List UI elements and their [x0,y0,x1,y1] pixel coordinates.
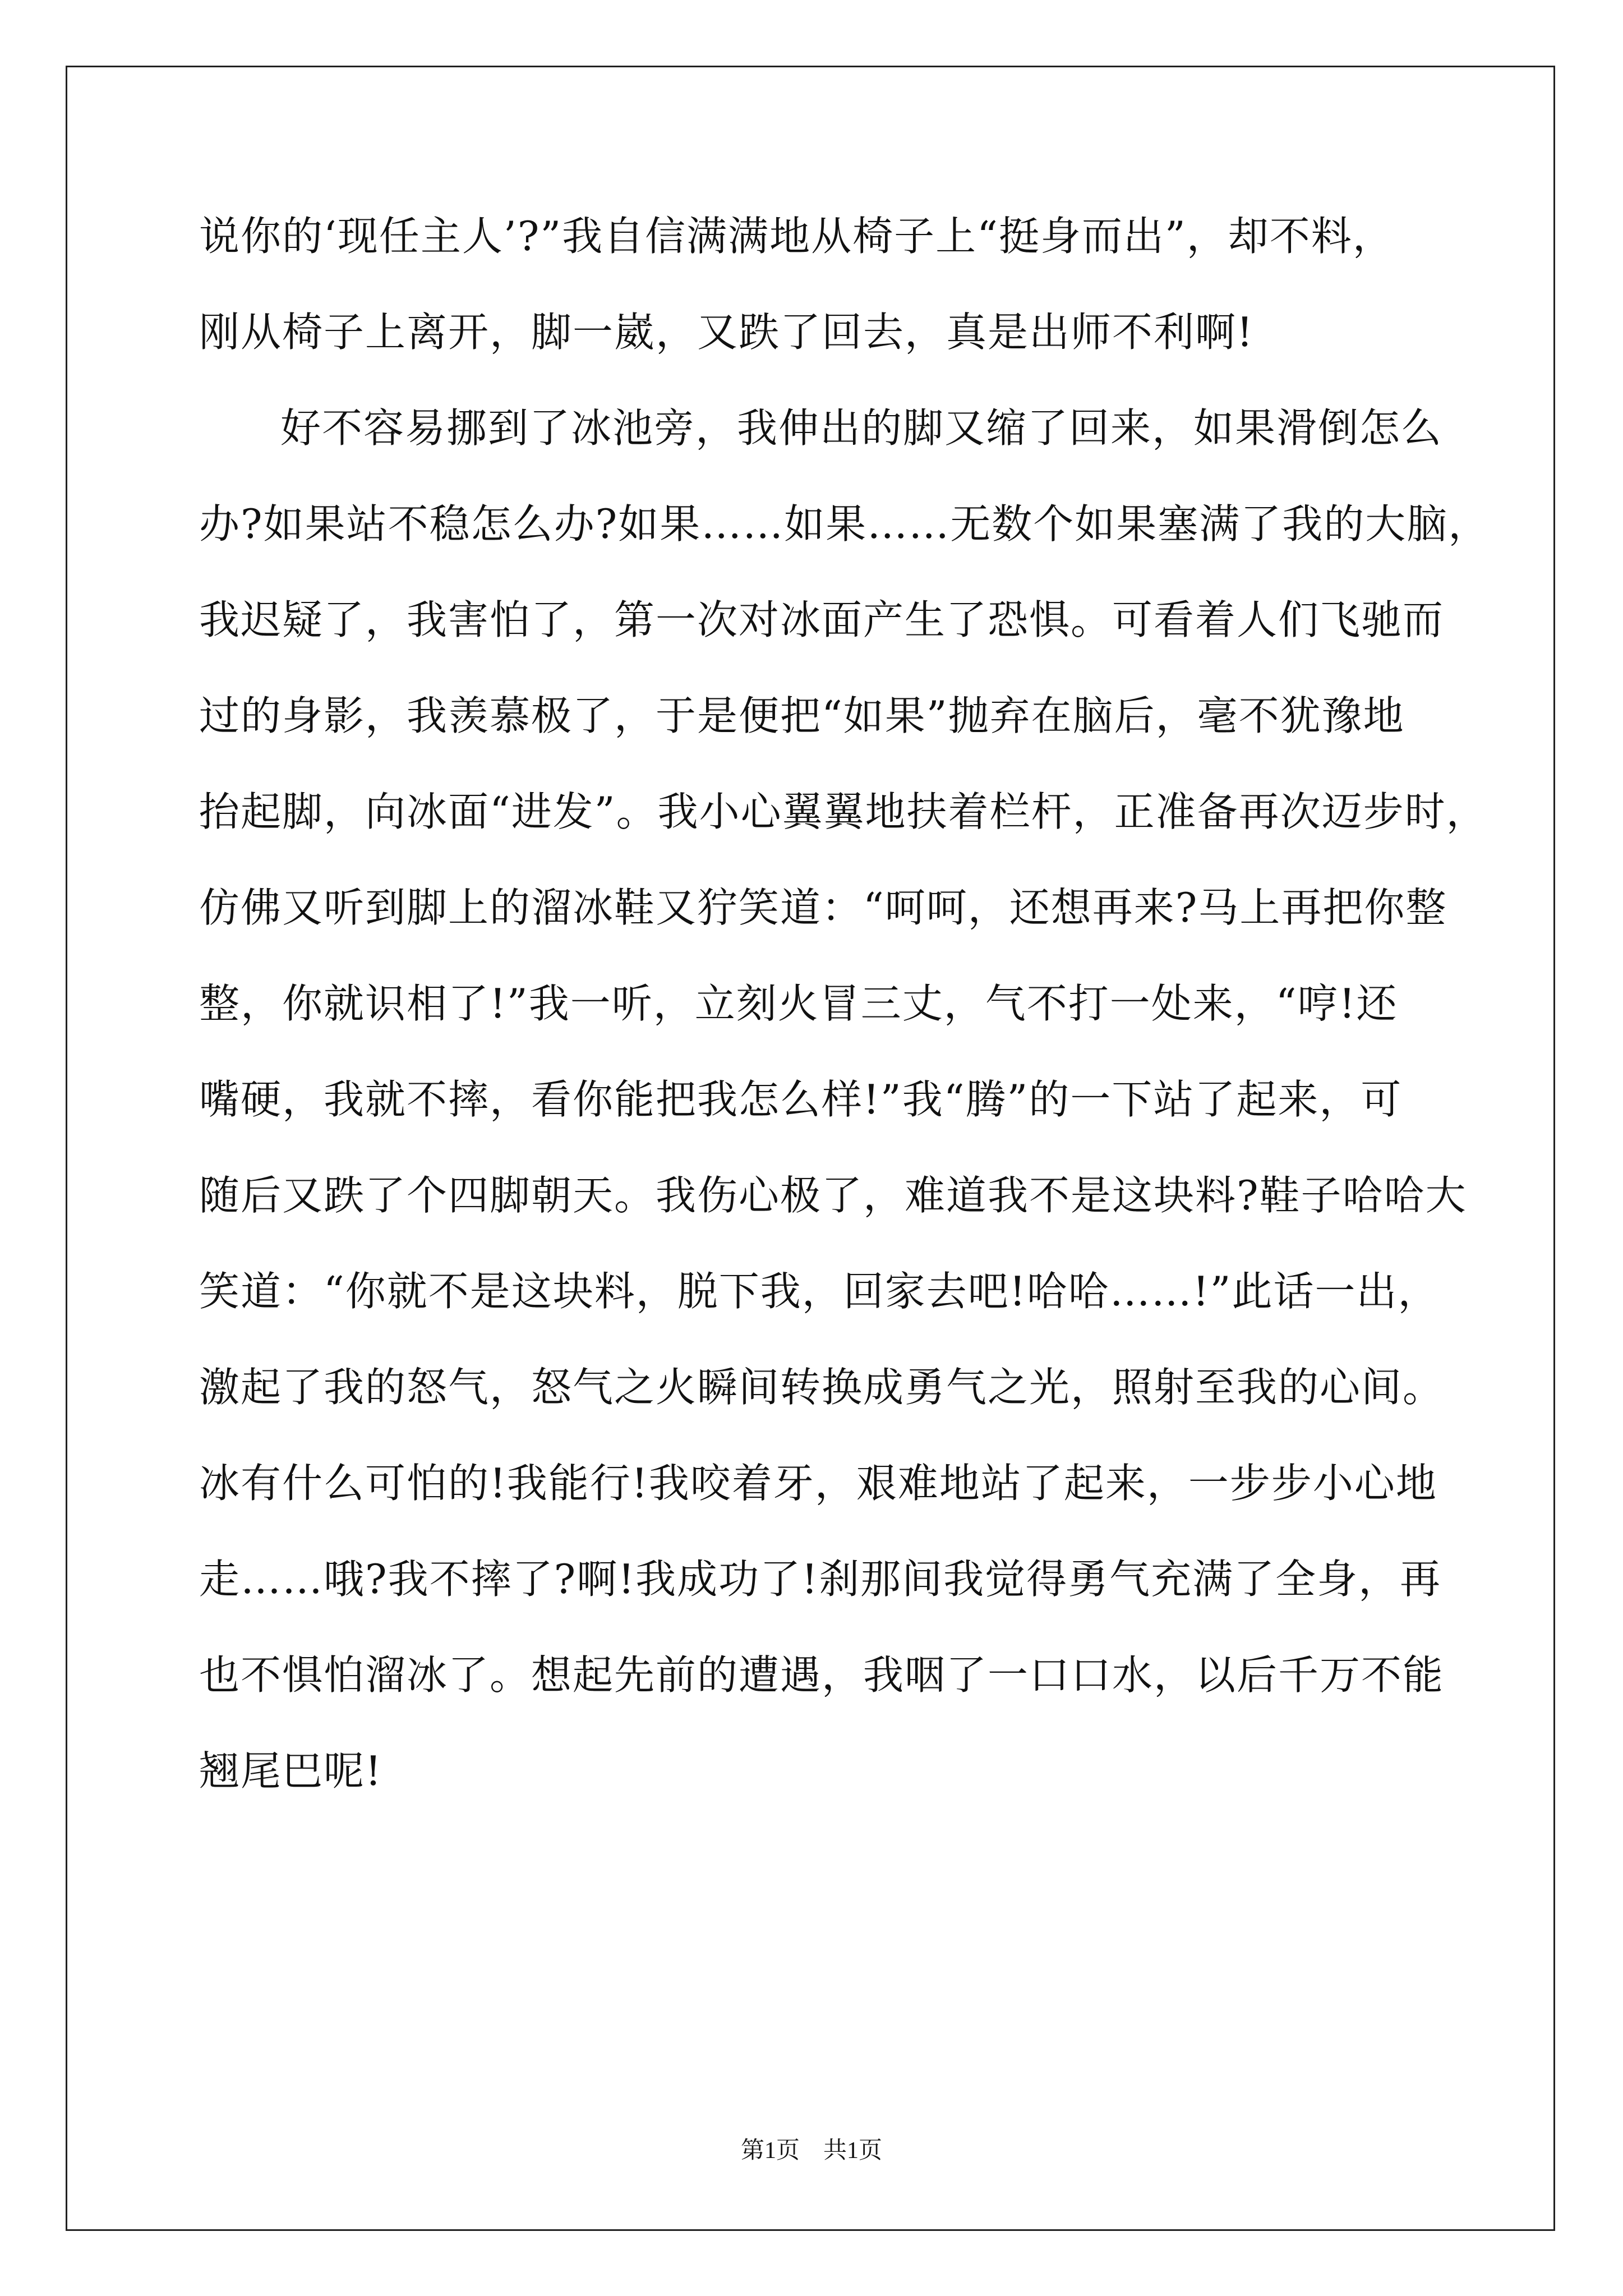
text-line: 也不惧怕溜冰了。想起先前的遭遇，我咽了一口口水，以后千万不能 [199,1651,1445,1699]
text-line: 过的身影，我羡慕极了，于是便把“如果”抛弃在脑后，毫不犹豫地 [199,692,1405,739]
text-line: 翘尾巴呢! [199,1747,382,1795]
text-line: 整，你就识相了!”我一听，立刻火冒三丈，气不打一处来，“哼!还 [199,980,1398,1027]
page-number-footer: 第1页 共1页 [740,2138,882,2164]
text-line: 我迟疑了，我害怕了，第一次对冰面产生了恐惧。可看着人们飞驰而 [199,596,1445,643]
text-line: 办?如果站不稳怎么办?如果……如果……无数个如果塞满了我的大脑， [199,500,1490,547]
text-line: 说你的‘现任主人’?”我自信满满地从椅子上“挺身而出”，却不料， [199,213,1394,260]
text-line: 抬起脚，向冰面“进发”。我小心翼翼地扶着栏杆，正准备再次迈步时， [199,788,1488,835]
text-line: 刚从椅子上离开，脚一崴，又跌了回去，真是出师不利啊! [199,309,1254,356]
text-line: 笑道：“你就不是这块料，脱下我，回家去吧!哈哈……!”此话一出， [199,1268,1440,1315]
text-line: 仿佛又听到脚上的溜冰鞋又狞笑道：“呵呵，还想再来?马上再把你整 [199,884,1447,931]
text-line: 激起了我的怒气，怒气之火瞬间转换成勇气之光，照射至我的心间。 [199,1364,1445,1411]
text-line: 随后又跌了个四脚朝天。我伤心极了，难道我不是这块料?鞋子哈哈大 [199,1172,1467,1219]
text-line: 走……哦?我不摔了?啊!我成功了!刹那间我觉得勇气充满了全身，再 [199,1556,1442,1603]
text-line: 冰有什么可怕的!我能行!我咬着牙，艰难地站了起来，一步步小心地 [199,1460,1437,1507]
text-line: 嘴硬，我就不摔，看你能把我怎么样!”我“腾”的一下站了起来，可 [199,1076,1403,1123]
document-body [199,213,1490,1847]
paragraph-start-line: 好不容易挪到了冰池旁，我伸出的脚又缩了回来，如果滑倒怎么 [280,404,1443,452]
